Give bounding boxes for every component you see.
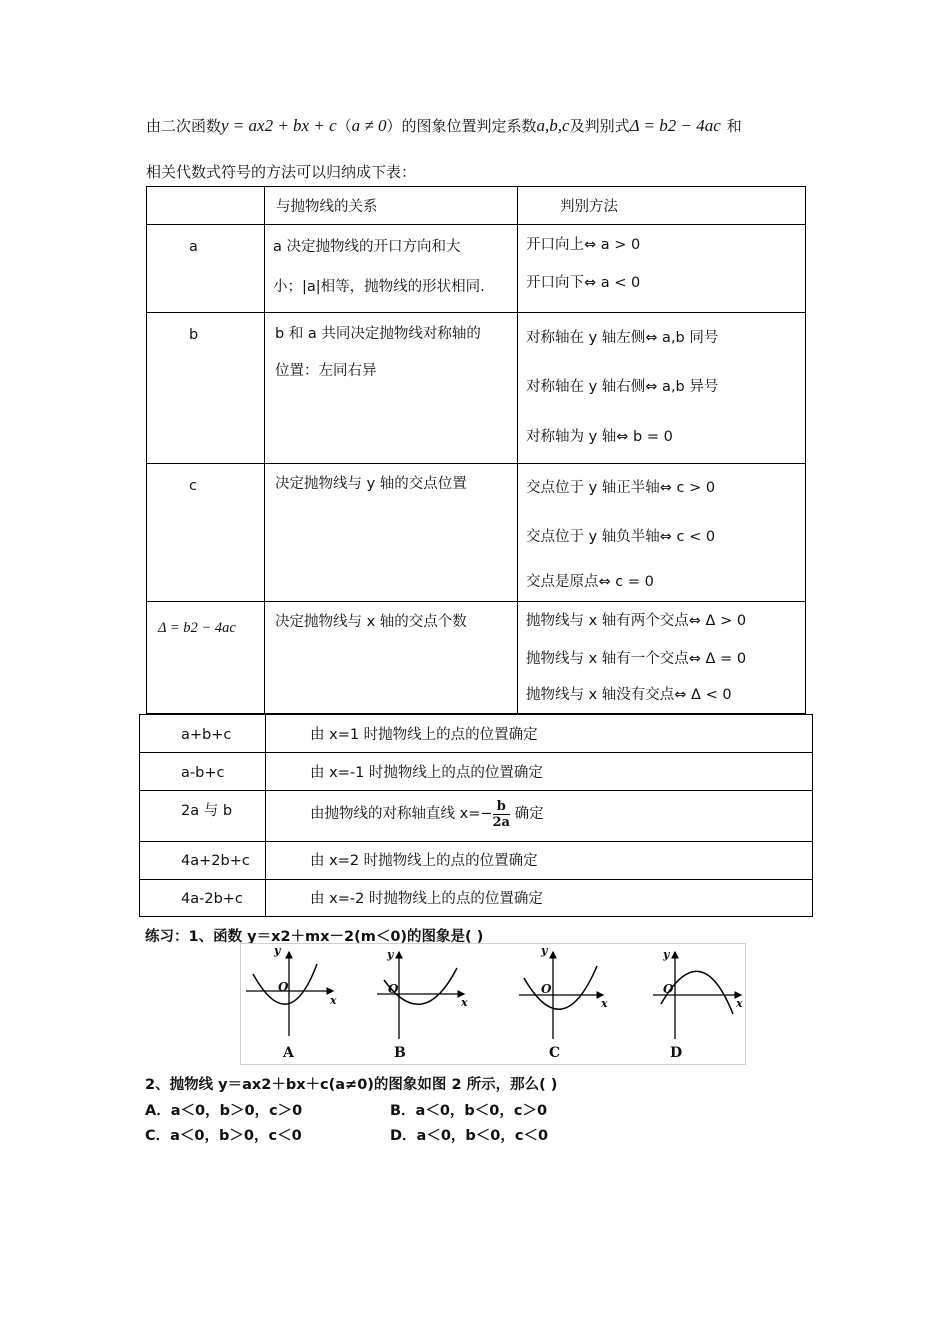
expr-text: 由 x=-1 时抛物线上的点的位置确定 [310, 765, 543, 781]
relation-text: 位置：左同右异 [275, 363, 377, 379]
expr-text: 由 x=1 时抛物线上的点的位置确定 [310, 727, 538, 743]
discriminant-formula: Δ = b2 − 4ac [629, 116, 721, 135]
row-label-discriminant: Δ = b2 − 4ac [158, 620, 236, 636]
graph-a-y-label: y [274, 944, 281, 957]
graph-b-y-label: y [387, 948, 394, 961]
header-relation: 与抛物线的关系 [276, 199, 378, 215]
table-divider [517, 186, 518, 714]
option-a: A．a＜0，b＞0，c＞0 [145, 1103, 303, 1119]
graph-b-label: B [394, 1045, 406, 1061]
graph-c-label: C [549, 1045, 561, 1061]
table-divider [139, 879, 813, 880]
graph-c-y-label: y [541, 944, 548, 957]
graph-b-origin-label: O [388, 982, 399, 996]
graph-d-label: D [670, 1045, 683, 1061]
expr-label: a-b+c [181, 765, 225, 781]
graph-d-y-label: y [663, 948, 670, 961]
expr-label: 2a 与 b [181, 803, 233, 819]
row-label-b: b [189, 327, 199, 343]
expr-text-prefix: 由抛物线的对称轴直线 x=− [310, 806, 493, 822]
header-method: 判别方法 [560, 199, 618, 215]
condition: a ≠ 0 [351, 116, 387, 135]
method-text: 开口向下⇔ a < 0 [526, 275, 641, 291]
graph-a-x-label: x [330, 994, 337, 1007]
function-formula: y = ax2 + bx + c [221, 116, 337, 135]
exercise-question-1: 练习：1、函数 y＝x2＋mx－2(m＜0)的图象是( ) [145, 929, 484, 945]
intro-text: 的图象位置判定系数 [401, 117, 537, 135]
graph-c-x-label: x [601, 997, 608, 1010]
method-text: 对称轴在 y 轴左侧⇔ a,b 同号 [526, 330, 719, 346]
table-divider [264, 186, 265, 714]
table-divider [146, 601, 806, 602]
relation-text: 决定抛物线与 y 轴的交点位置 [275, 476, 467, 492]
row-label-c: c [189, 478, 197, 494]
relation-text: b 和 a 共同决定抛物线对称轴的 [275, 326, 481, 342]
intro-line-2: 相关代数式符号的方法可以归纳成下表： [146, 163, 417, 181]
expr-text: 由 x=-2 时抛物线上的点的位置确定 [310, 891, 543, 907]
fraction-denominator: 2a [492, 814, 510, 830]
method-text: 交点位于 y 轴负半轴⇔ c < 0 [526, 529, 716, 545]
intro-text: 和 [726, 117, 742, 135]
fraction [493, 799, 510, 830]
option-b: B．a＜0，b＜0，c＞0 [390, 1103, 548, 1119]
table-divider [139, 790, 813, 791]
relation-text: a 决定抛物线的开口方向和大 [273, 239, 461, 255]
expr-label: 4a+2b+c [181, 853, 250, 869]
summary-table [146, 186, 806, 714]
table-divider [146, 463, 806, 464]
method-text: 交点是原点⇔ c = 0 [526, 574, 654, 590]
graph-d-origin-label: O [663, 982, 674, 996]
graph-a-label: A [283, 1045, 294, 1061]
method-text: 开口向上⇔ a > 0 [526, 237, 641, 253]
option-d: D．a＜0，b＜0，c＜0 [390, 1128, 549, 1144]
graph-b-x-label: x [461, 996, 468, 1009]
expr-label: 4a-2b+c [181, 891, 243, 907]
expr-label: a+b+c [181, 727, 232, 743]
method-text: 交点位于 y 轴正半轴⇔ c > 0 [526, 480, 716, 496]
coefficients: a,b,c [536, 116, 570, 135]
table-divider [139, 752, 813, 753]
exercise-question-2: 2、抛物线 y＝ax2＋bx＋c(a≠0)的图象如图 2 所示，那么( ) [145, 1077, 558, 1093]
fraction-numerator: b [493, 799, 510, 815]
method-text: 对称轴在 y 轴右侧⇔ a,b 异号 [526, 379, 719, 395]
paren: ） [386, 117, 402, 135]
intro-line-1 [146, 116, 742, 136]
option-c: C．a＜0，b＞0，c＜0 [145, 1128, 302, 1144]
graph-a-origin-label: O [278, 980, 289, 994]
graph-a [246, 952, 333, 1036]
method-text: 抛物线与 x 轴有一个交点⇔ Δ = 0 [526, 651, 747, 667]
table-divider [146, 312, 806, 313]
graph-options-figure [240, 943, 746, 1065]
intro-text: 及判别式 [569, 117, 630, 135]
method-text: 对称轴为 y 轴⇔ b = 0 [526, 429, 673, 445]
expr-text-suffix: 确定 [514, 806, 544, 822]
graph-c-origin-label: O [541, 982, 552, 996]
relation-text: 决定抛物线与 x 轴的交点个数 [275, 614, 467, 630]
paren: （ [336, 117, 352, 135]
relation-text: 小；|a|相等，抛物线的形状相同. [273, 279, 485, 295]
graph-d-x-label: x [736, 997, 743, 1010]
graph-c [519, 952, 603, 1039]
row-label-a: a [189, 239, 198, 255]
method-text: 抛物线与 x 轴没有交点⇔ Δ < 0 [526, 687, 732, 703]
expr-text: 由 x=2 时抛物线上的点的位置确定 [310, 853, 538, 869]
expr-text-axis [310, 798, 544, 830]
intro-text: 由二次函数 [146, 117, 222, 135]
method-text: 抛物线与 x 轴有两个交点⇔ Δ > 0 [526, 613, 747, 629]
table-divider [146, 224, 806, 225]
table-divider [265, 714, 266, 917]
table-divider [139, 841, 813, 842]
